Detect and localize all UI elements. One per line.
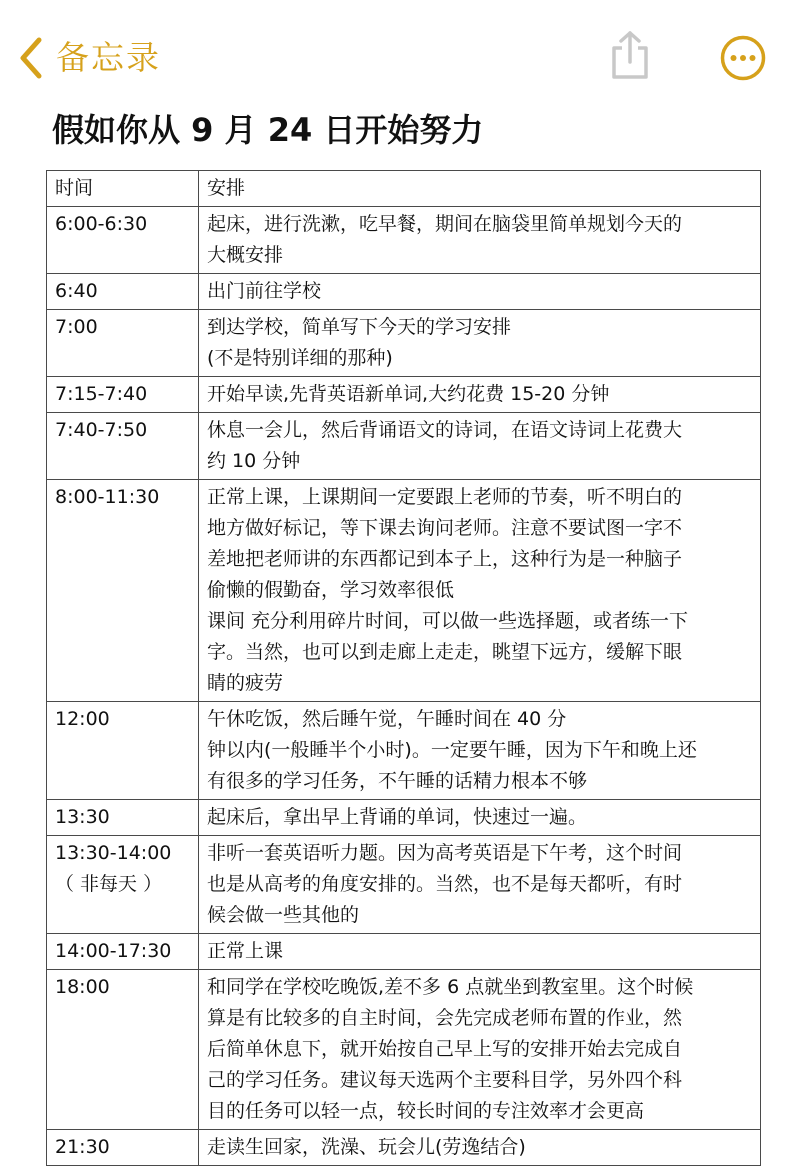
plan-text: 约 10 分钟 bbox=[207, 450, 301, 472]
time-cell bbox=[47, 702, 199, 800]
plan-cell bbox=[199, 480, 761, 702]
plan-text: 正常上课，上课期间一定要跟上老师的节奏，听不明白的 bbox=[207, 486, 683, 508]
plan-cell bbox=[199, 310, 761, 377]
plan-cell bbox=[199, 934, 761, 970]
plan-text: 休息一会儿，然后背诵语文的诗词，在语文诗词上花费大 bbox=[207, 419, 683, 441]
plan-cell bbox=[199, 413, 761, 480]
time-text: 7:15-7:40 bbox=[55, 383, 148, 405]
time-cell bbox=[47, 207, 199, 274]
time-text: 18:00 bbox=[55, 976, 110, 998]
plan-text: 有很多的学习任务，不午睡的话精力根本不够 bbox=[207, 770, 588, 792]
table-row bbox=[47, 934, 761, 970]
schedule-body bbox=[47, 207, 761, 1166]
table-row bbox=[47, 480, 761, 702]
back-button[interactable] bbox=[18, 36, 161, 80]
time-text: 12:00 bbox=[55, 708, 110, 730]
plan-text: 后简单休息下，就开始按自己早上写的安排开始去完成自 bbox=[207, 1038, 683, 1060]
header-plan: 安排 bbox=[199, 171, 761, 207]
time-cell bbox=[47, 836, 199, 934]
time-cell bbox=[47, 970, 199, 1130]
plan-text: 地方做好标记，等下课去询问老师。注意不要试图一字不 bbox=[207, 517, 683, 539]
header-time: 时间 bbox=[47, 171, 199, 207]
time-text: 13:30-14:00 bbox=[55, 842, 172, 864]
time-cell bbox=[47, 800, 199, 836]
plan-text: 也是从高考的角度安排的。当然，也不是每天都听，有时 bbox=[207, 873, 683, 895]
plan-text: 候会做一些其他的 bbox=[207, 904, 360, 926]
plan-text: 字。当然，也可以到走廊上走走，眺望下远方，缓解下眼 bbox=[207, 641, 683, 663]
plan-text: 走读生回家，洗澡、玩会儿(劳逸结合) bbox=[207, 1136, 526, 1158]
time-cell bbox=[47, 480, 199, 702]
table-row bbox=[47, 970, 761, 1130]
time-text: （ 非每天 ） bbox=[55, 873, 163, 895]
plan-cell bbox=[199, 702, 761, 800]
table-row bbox=[47, 1130, 761, 1166]
time-text: 7:40-7:50 bbox=[55, 419, 148, 441]
plan-cell bbox=[199, 377, 761, 413]
schedule-table bbox=[46, 170, 761, 1166]
table-header-row bbox=[47, 171, 761, 207]
plan-cell bbox=[199, 274, 761, 310]
time-cell bbox=[47, 1130, 199, 1166]
plan-text: (不是特别详细的那种) bbox=[207, 347, 393, 369]
time-cell bbox=[47, 310, 199, 377]
plan-text: 起床后，拿出早上背诵的单词，快速过一遍。 bbox=[207, 806, 588, 828]
time-text: 21:30 bbox=[55, 1136, 110, 1158]
plan-text: 偷懒的假勤奋，学习效率很低 bbox=[207, 579, 455, 601]
table-row bbox=[47, 836, 761, 934]
table-row bbox=[47, 702, 761, 800]
plan-text: 睛的疲劳 bbox=[207, 672, 284, 694]
plan-text: 出门前往学校 bbox=[207, 280, 322, 302]
time-cell bbox=[47, 413, 199, 480]
plan-text: 起床，进行洗漱，吃早餐，期间在脑袋里简单规划今天的 bbox=[207, 213, 683, 235]
more-button[interactable] bbox=[720, 35, 766, 81]
back-label: 备忘录 bbox=[56, 38, 161, 77]
table-row bbox=[47, 310, 761, 377]
time-cell bbox=[47, 377, 199, 413]
time-text: 6:00-6:30 bbox=[55, 213, 148, 235]
plan-text: 目的任务可以轻一点，较长时间的专注效率才会更高 bbox=[207, 1100, 645, 1122]
plan-text: 正常上课 bbox=[207, 940, 284, 962]
plan-cell bbox=[199, 800, 761, 836]
time-cell bbox=[47, 934, 199, 970]
more-icon bbox=[720, 66, 766, 85]
plan-text: 算是有比较多的自主时间，会先完成老师布置的作业，然 bbox=[207, 1007, 683, 1029]
plan-cell bbox=[199, 836, 761, 934]
plan-text: 差地把老师讲的东西都记到本子上，这种行为是一种脑子 bbox=[207, 548, 683, 570]
plan-text: 课间 充分利用碎片时间，可以做一些选择题，或者练一下 bbox=[207, 610, 689, 632]
table-row bbox=[47, 274, 761, 310]
time-text: 8:00-11:30 bbox=[55, 486, 160, 508]
plan-text: 开始早读,先背英语新单词,大约花费 15-20 分钟 bbox=[207, 383, 610, 405]
plan-text: 大概安排 bbox=[207, 244, 284, 266]
plan-cell bbox=[199, 207, 761, 274]
plan-text: 到达学校，简单写下今天的学习安排 bbox=[207, 316, 512, 338]
plan-cell bbox=[199, 1130, 761, 1166]
plan-text: 钟以内(一般睡半个小时)。一定要午睡，因为下午和晚上还 bbox=[207, 739, 697, 761]
plan-text: 己的学习任务。建议每天选两个主要科目学，另外四个科 bbox=[207, 1069, 683, 1091]
navigation-bar bbox=[0, 0, 800, 110]
plan-text: 午休吃饭，然后睡午觉，午睡时间在 40 分 bbox=[207, 708, 567, 730]
table-row bbox=[47, 413, 761, 480]
share-icon bbox=[608, 65, 652, 84]
chevron-left-icon bbox=[18, 36, 44, 80]
plan-text: 和同学在学校吃晚饭,差不多 6 点就坐到教室里。这个时候 bbox=[207, 976, 694, 998]
plan-text: 非听一套英语听力题。因为高考英语是下午考，这个时间 bbox=[207, 842, 683, 864]
table-row bbox=[47, 800, 761, 836]
table-row bbox=[47, 207, 761, 274]
table-row bbox=[47, 377, 761, 413]
time-cell bbox=[47, 274, 199, 310]
share-button[interactable] bbox=[608, 30, 652, 80]
time-text: 14:00-17:30 bbox=[55, 940, 172, 962]
time-text: 13:30 bbox=[55, 806, 110, 828]
plan-cell bbox=[199, 970, 761, 1130]
note-title: 假如你从 9 月 24 日开始努力 bbox=[52, 111, 484, 149]
time-text: 6:40 bbox=[55, 280, 98, 302]
time-text: 7:00 bbox=[55, 316, 98, 338]
